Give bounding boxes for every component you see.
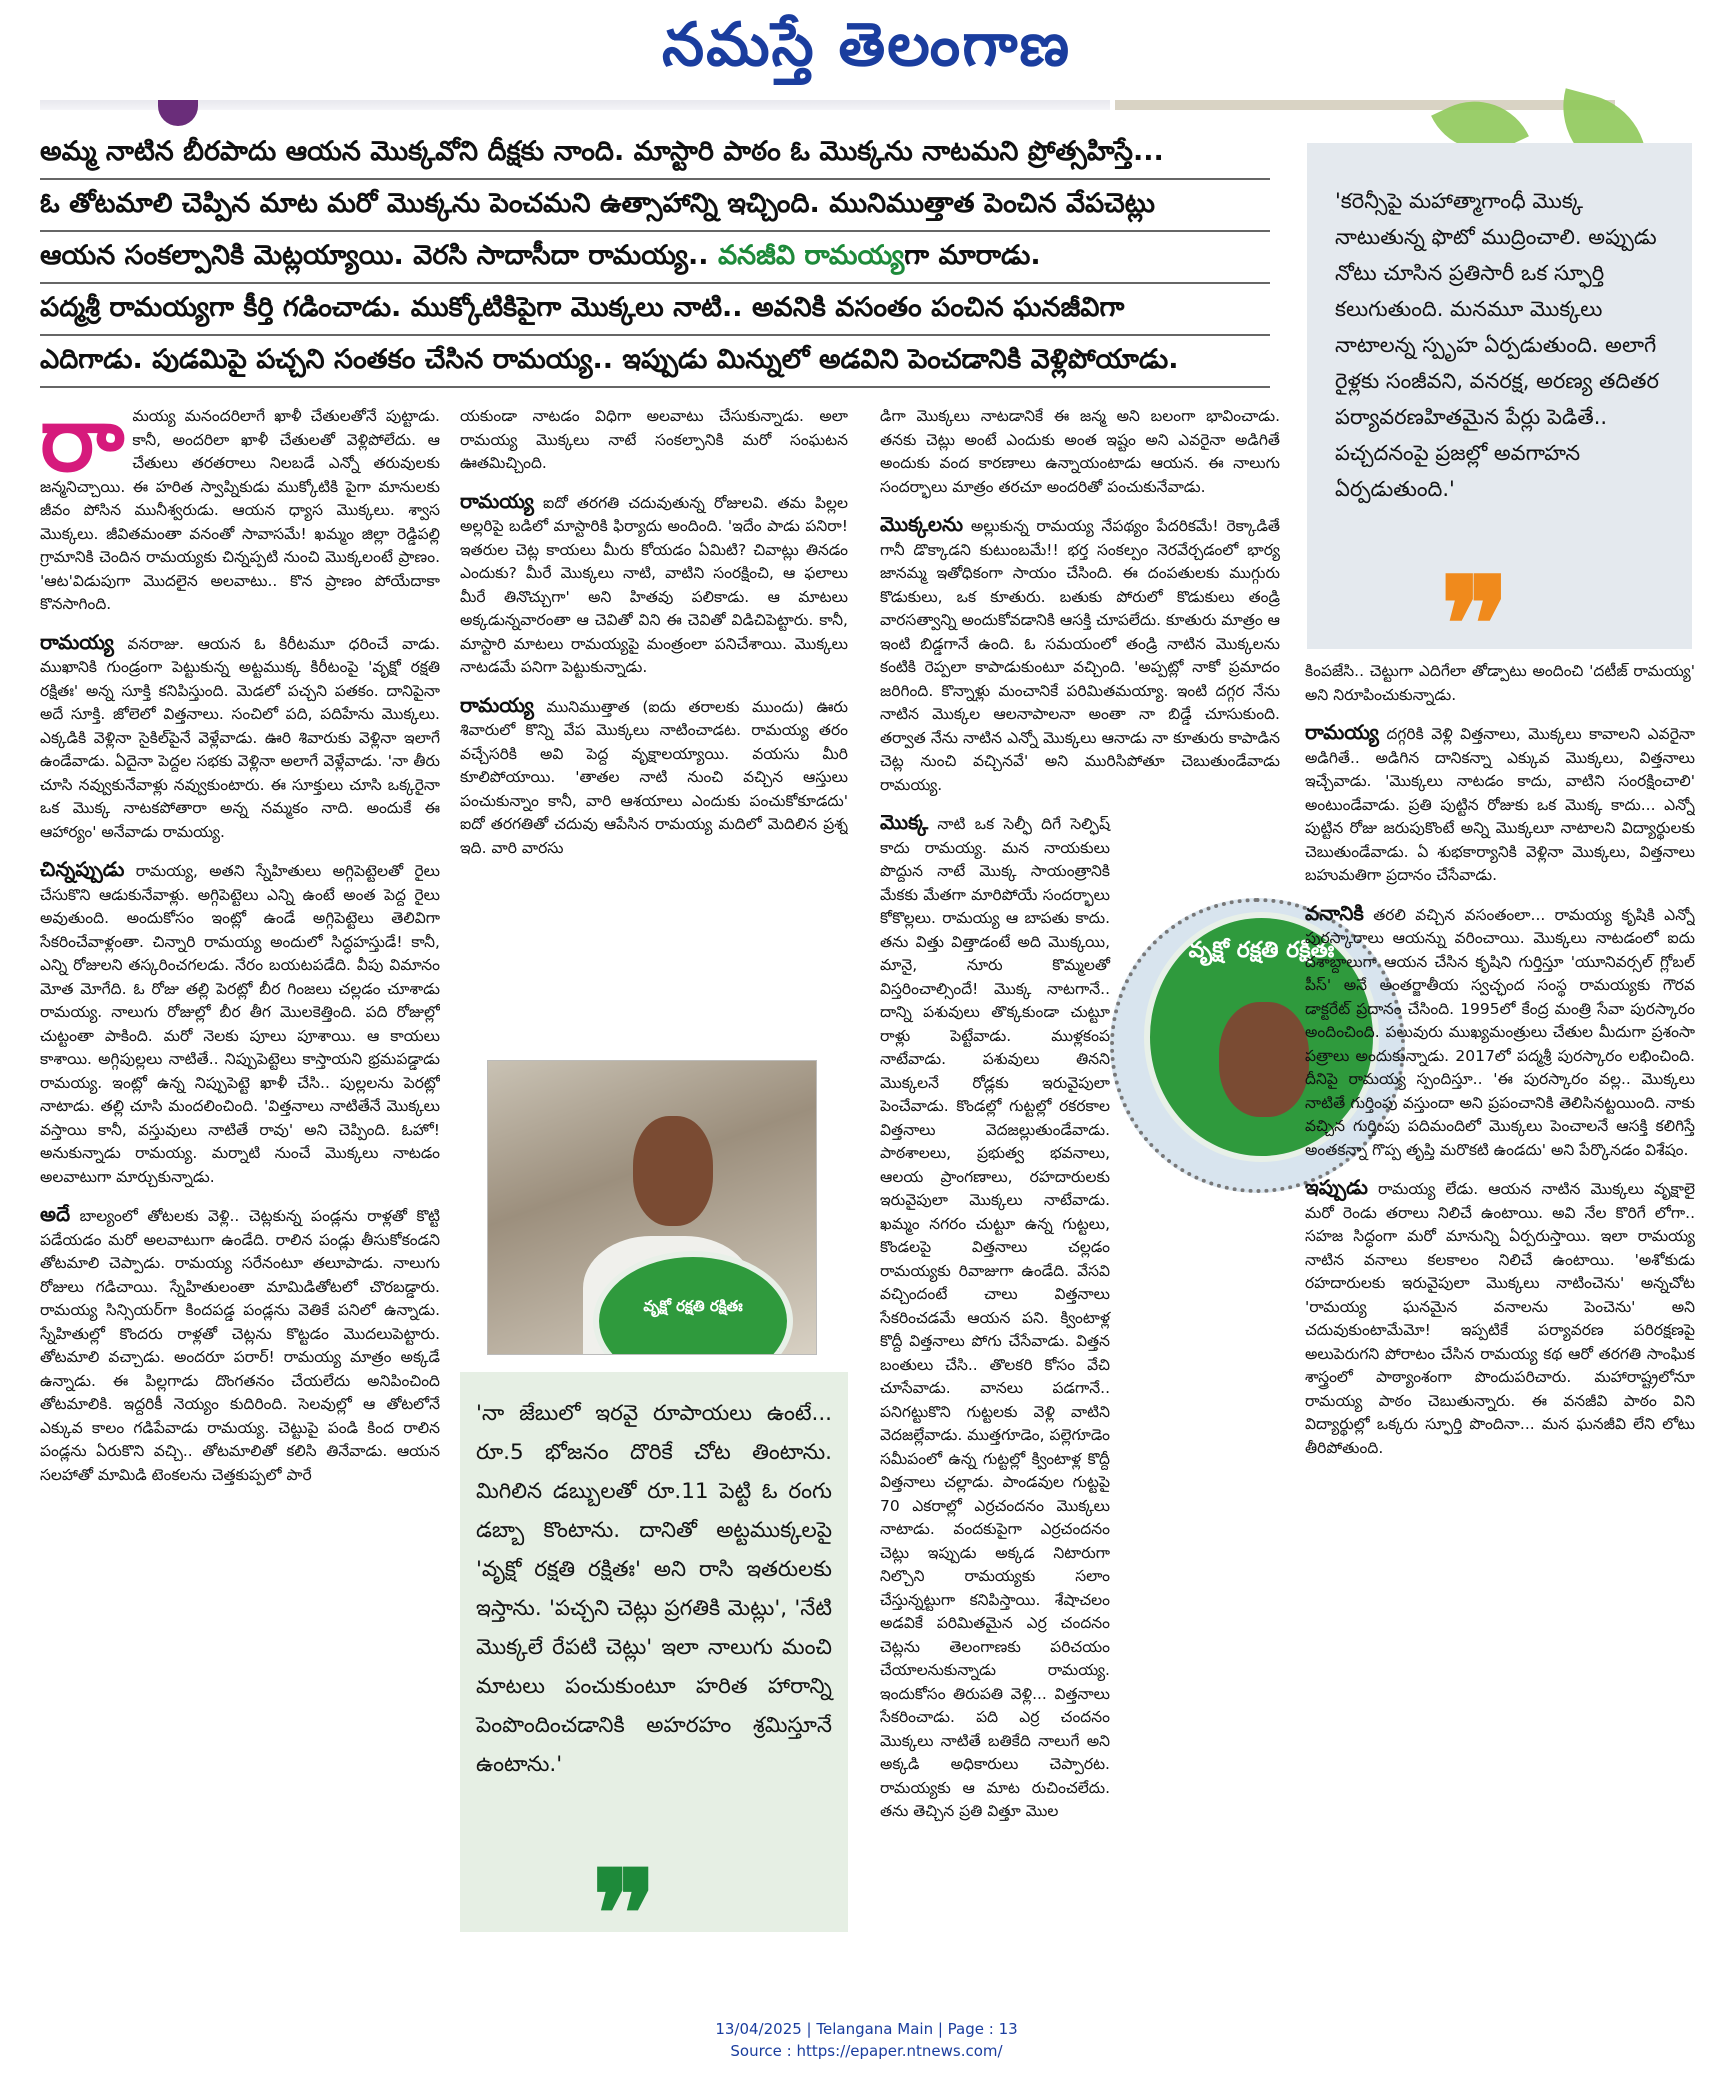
paragraph: ఇప్పుడు రామయ్య లేడు. ఆయన నాటిన మొక్కలు వృక్షాలై మరో రెండు తరాలు నిలిచే ఉంటాయి. అవి నేల కొరిగే లోగా.. సహజ సిద్ధంగా మరో మానున్ని ఏర్పరుస్తాయి. ఇలా రామయ్య నాటిన వనాలు కలకాలం నిలిచే ఉంటాయి. 'అశోకుడు రహదారులకు ఇరువైపులా మొక్కలు నాటించెను' అన్నచోట 'రామయ్య ఘనమైన వనాలను పెంచెను' అని చదువుకుంటామేమో! ఇప్పటికే పర్యావరణ పరిరక్షణపై అలుపెరుగని పోరాటం చేసిన రామయ్య కథ ఆరో తరగతి సాంఘిక శాస్త్రంలో పాఠ్యాంశంగా పొందుపరిచారు. మహారాష్ట్రలోనూ రామయ్య పాఠం చెబుతున్నారు. ఈ వనజీవి పాఠం విని విద్యార్థుల్లో ఒక్కరు స్ఫూర్తి పొందినా... మన ఘనజీవి లేని లోటు తీరిపోతుంది.	[1305, 1175, 1695, 1457]
footer-source-line: Source : https://epaper.ntnews.com/	[730, 2042, 1003, 2060]
top-rule	[40, 100, 1110, 110]
ramaiah-photo	[487, 1060, 817, 1355]
paragraph: వనానికి తరలి వచ్చిన వసంతంలా... రామయ్య కృషికి ఎన్నో పురస్కారాలు ఆయన్ను వరించాయి. మొక్కలు నాటడంలో ఐదు దశాబ్దాలుగా ఆయన చేసిన కృషిని గుర్తిస్తూ 'యూనివర్సల్ గ్లోబల్ పీస్' అనే అంతర్జాతీయ స్వచ్ఛంద సంస్థ రామయ్యకు గౌరవ డాక్టరేట్ ప్రదానం చేసింది. 1995లో కేంద్ర మంత్రి సేవా పురస్కారం అందించింది. పలువురు ముఖ్యమంత్రులు చేతుల మీదుగా ప్రశంసా పత్రాలు అందుకున్నాడు. 2017లో పద్మశ్రీ పురస్కారం లభించింది. దీనిపై రామయ్య స్పందిస్తూ.. 'ఈ పురస్కారం వల్ల.. మొక్కలు నాటితే గుర్తింపు వస్తుందా అని ప్రపంచానికి తెలిసినట్టయింది. నాకు వచ్చిన గుర్తింపు పదిమందిలో మొక్కలు పెంచాలనే ఆసక్తి కలిగిస్తే అంతకన్నా గొప్ప తృప్తి మరొకటి ఉండదు' అని పేర్కొనడం విశేషం.	[1305, 900, 1695, 1159]
masthead-title: నమస్తే తెలంగాణ	[661, 10, 1072, 80]
top-rule-right	[1115, 100, 1615, 110]
paragraph: కింపజేసి.. చెట్టుగా ఎదిగేలా తోడ్పాటు అందించి 'దటీజ్ రామయ్య' అని నిరూపించుకున్నాడు.	[1305, 662, 1695, 704]
pull-quote-text: 'కరెన్సీపై మహాత్మాగాంధీ మొక్క నాటుతున్న ఫొటో ముద్రించాలి. అప్పుడు నోటు చూసిన ప్రతిసారీ ఒక స్ఫూర్తి కలుగుతుంది. మనమూ మొక్కలు నాటాలన్న స్పృహ ఏర్పడుతుంది. అలాగే రైళ్లకు సంజీవని, వనరక్ష, అరణ్య తదితర పర్యావరణహితమైన పేర్లు పెడితే.. పచ్చదనంపై ప్రజల్లో అవగాహన ఏర్పడుతుంది.'	[1335, 189, 1659, 501]
paragraph: మొక్క నాటి ఒక సెల్ఫీ దిగే సెల్ఫిష్ కాదు రామయ్య. మన నాయకులు పొద్దున నాటే మొక్క సాయంత్రానికి మేకకు మేతగా మారిపోయే సందర్భాలు కోకొల్లలు. రామయ్య ఆ బాపతు కాదు. తను విత్తు విత్తాడంటే అది మొక్కయి, మానై, నూరు కొమ్మలతో విస్తరించాల్సిందే! మొక్క నాటగానే.. దాన్ని పశువులు తొక్కకుండా చుట్టూ రాళ్లు పెట్టేవాడు. ముళ్లకంప నాటేవాడు. పశువులు తినని మొక్కలనే రోడ్లకు ఇరువైపులా పెంచేవాడు. కొండల్లో గుట్టల్లో రకరకాల విత్తనాలు వెదజల్లుతుండేవాడు. పాఠశాలలు, ప్రభుత్వ భవనాలు, ఆలయ ప్రాంగణాలు, రహదారులకు ఇరువైపులా మొక్కలు నాటేవాడు. ఖమ్మం నగరం చుట్టూ ఉన్న గుట్టలు, కొండలపై విత్తనాలు చల్లడం రామయ్యకు రివాజుగా ఉండేది. వేసవి వచ్చిందంటే చాలు విత్తనాలు సేకరించడమే ఆయన పని. క్వింటాళ్ల కొద్దీ విత్తనాలు పోగు చేసేవాడు. విత్తన బంతులు చేసి.. తొలకరి కోసం వేచి చూసేవాడు. వానలు పడగానే.. పనిగట్టుకొని గుట్టలకు వెళ్లి వాటిని వెదజల్లేవాడు. ముత్తగూడెం, పల్లెగూడెం సమీపంలో ఉన్న గుట్టల్లో క్వింటాళ్ల కొద్దీ విత్తనాలు చల్లాడు. పాండవుల గుట్టపై 70 ఎకరాల్లో ఎర్రచందనం మొక్కలు నాటాడు. వందకుపైగా ఎర్రచందనం చెట్లు ఇప్పుడు అక్కడ నిటారుగా నిల్చొని రామయ్యకు సలాం చేస్తున్నట్టుగా కనిపిస్తాయి. శేషాచలం అడవికే పరిమితమైన ఎర్ర చందనం చెట్లను తెలంగాణకు పరిచయం చేయాలనుకున్నాడు రామయ్య. ఇందుకోసం తిరుపతి వెళ్లి... విత్తనాలు సేకరించాడు. పది ఎర్ర చందనం మొక్కలు నాటితే బతికేది నాలుగే అని అక్కడి అధికారులు చెప్పారట. రామయ్యకు ఆ మాట రుచించలేదు. తను తెచ్చిన ప్రతి విత్తూ మొల	[880, 810, 1110, 1820]
quote-mark-icon: ❞	[1440, 548, 1510, 701]
green-quote-text: 'నా జేబులో ఇరవై రూపాయలు ఉంటే... రూ.5 భోజనం దొరికే చోట తింటాను. మిగిలిన డబ్బులతో రూ.11 పెట్టి ఓ రంగు డబ్బా కొంటాను. దానితో అట్టముక్కలపై 'వృక్షో రక్షతి రక్షితః' అని రాసి ఇతరులకు ఇస్తాను. 'పచ్చని చెట్లు ప్రగతికి మెట్లు', 'నేటి మొక్కలే రేపటి చెట్లు' ఇలా నాలుగు మంచి మాటలు పంచుకుంటూ హరిత హారాన్ని పెంపొందించడానికి అహరహం శ్రమిస్తూనే ఉంటాను.'	[476, 1401, 832, 1777]
intro-line: ఎదిగాడు. పుడమిపై పచ్చని సంతకం చేసిన రామయ్య.. ఇప్పుడు మిన్నులో అడవిని పెంచడానికి వెళ్లిపోయాడు.	[40, 336, 1270, 388]
crown-badge: వృక్షో రక్షతి రక్షితః	[1144, 912, 1379, 1162]
intro-block	[40, 128, 1270, 388]
crown-badge: వృక్షో రక్షతి రక్షితః	[593, 1251, 793, 1355]
paragraph: డిగా మొక్కలు నాటడానికే ఈ జన్మ అని బలంగా భావించాడు. తనకు చెట్లు అంటే ఎందుకు అంత ఇష్టం అని ఎవరైనా అడిగితే అందుకు వంద కారణాలు ఉన్నాయంటాడు ఆయన. ఈ నాలుగు సందర్భాలు మాత్రం తరచూ అందరితో పంచుకునేవాడు.	[880, 407, 1280, 496]
masthead	[0, 0, 1733, 100]
article-column-2	[460, 405, 848, 1030]
article-column-1	[40, 405, 440, 1930]
paragraph: అదే బాల్యంలో తోటలకు వెళ్లి.. చెట్లకున్న పండ్లను రాళ్లతో కొట్టి పడేయడం మరో అలవాటుగా ఉండేది. రాలిన పండ్లు తీసుకోకండని తోటమాలి చెప్పాడు. రామయ్య సరేనంటూ తలూపాడు. నాలుగు రోజులు గడిచాయి. స్నేహితులంతా మామిడితోటలో చొరబడ్డారు. రామయ్య సిన్సియర్‌గా కిందపడ్డ పండ్లను వెతికే పనిలో ఉన్నాడు. స్నేహితుల్లో కొందరు రాళ్లతో చెట్లను కొట్టడం మొదలుపెట్టారు. తోటమాలి వచ్చాడు. అందరూ పరార్! రామయ్య మాత్రం అక్కడే ఉన్నాడు. ఈ పిల్లగాడు దొంగతనం చేయలేదు అనిపించింది తోటమాలికి. ఇద్దరికీ నెయ్యం కుదిరింది. సెలవుల్లో ఆ తోటలోనే ఎక్కువ కాలం గడిపేవాడు రామయ్య. చెట్టుపై పండి కింద రాలిన పండ్లను ఏరుకొని వచ్చి.. తోటమాలితో కలిసి తినేవాడు. ఆయన సలహాతో మామిడి టెంకలను చెత్తకుప్పలో పారే	[40, 1202, 440, 1484]
purple-decoration	[158, 100, 198, 126]
intro-line: పద్మశ్రీ రామయ్యగా కీర్తి గడించాడు. ముక్కోటికిపైగా మొక్కలు నాటి.. అవనికి వసంతం పంచిన ఘనజీవిగా	[40, 284, 1270, 336]
paragraph: రామయ్య వనరాజు. ఆయన ఓ కిరీటమూ ధరించే వాడు. ముఖానికి గుండ్రంగా పెట్టుకున్న అట్టముక్క కిరీటంపై 'వృక్షో రక్షతి రక్షితః' అన్న సూక్తి కనిపిస్తుంది. మెడలో పచ్చని పతకం. దానిపైనా అదే సూక్తి. జోలెలో విత్తనాలు. సంచిలో పది, పదిహేను మొక్కలు. ఎక్కడికి వెళ్లినా సైకిల్‌పైనే వెళ్లేవాడు. ఊరి శివారుకు వెళ్లినా ఇలాగే ఉండేవాడు. ఏదైనా పెద్దల సభకు వెళ్లినా అలాగే వెళ్లేవాడు. 'నా తీరు చూసి నవ్వుకునేవాళ్లు నవ్వుకుంటారు. ఈ సూక్తులు చూసి ఒక్కరైనా ఒక మొక్క నాటకపోతారా అన్న నమ్మకం నాది. అందుకే ఈ ఆహార్యం' అనేవాడు రామయ్య.	[40, 629, 440, 841]
paragraph: రామయ్య మునిముత్తాత (ఐదు తరాలకు ముందు) ఊరు శివారులో కొన్ని వేప మొక్కలు నాటించాడట. రామయ్య తరం వచ్చేసరికి అవి పెద్ద వృక్షాలయ్యాయి. వయసు మీరి కూలిపోయాయి. 'తాతల నాటి నుంచి వచ్చిన ఆస్తులు పంచుకున్నాం కానీ, వారి ఆశయాలు ఎందుకు పంచుకోకూడదు' ఐదో తరగతితో చదువు ఆపేసిన రామయ్య మదిలో మెదిలిన ప్రశ్న ఇది. వారి వారసు	[460, 692, 848, 857]
paragraph: రామయ్య ఐదో తరగతి చదువుతున్న రోజులవి. తమ పిల్లల అల్లరిపై బడిలో మాస్టారికి ఫిర్యాదు అందింది. 'ఇదేం పాడు పనిరా! ఇతరుల చెట్ల కాయలు మీరు కోయడం ఏమిటి? చివాట్లు తినడం ఎందుకు? మీరే మొక్కలు నాటి, వాటిని సంరక్షించి, ఆ ఫలాలు మీరే తినొచ్చుగా' అని హితవు పలికాడు. ఆ మాటలు అక్కడున్నవారంతా ఆ చెవితో విని ఈ చెవితో విడిచిపెట్టారు. కానీ, మాస్టారి మాటలు రామయ్యపై మంత్రంలా పనిచేశాయి. మొక్కలు నాటడమే పనిగా పెట్టుకున్నాడు.	[460, 488, 848, 676]
drop-cap: రా	[40, 405, 125, 492]
page-footer	[0, 2018, 1733, 2062]
intro-line: ఓ తోటమాలి చెప్పిన మాట మరో మొక్కను పెంచమని ఉత్సాహాన్ని ఇచ్చింది. మునిముత్తాత పెంచిన వేపచెట్లు	[40, 180, 1270, 232]
quote-mark-icon: ❞	[592, 1844, 657, 1985]
article-column-4	[1305, 660, 1695, 1930]
paragraph: చిన్నప్పుడు రామయ్య, అతని స్నేహితులు అగ్గిపెట్టెలతో రైలు చేసుకొని ఆడుకునేవాళ్లు. అగ్గిపెట్టెలు ఎన్ని ఉంటే అంత పెద్ద రైలు అవుతుంది. అందుకోసం ఇంట్లో ఉండే అగ్గిపెట్టెలు తెలివిగా సేకరించేవాళ్లంతా. చిన్నారి రామయ్య అందులో సిద్ధహస్తుడే! కానీ, ఎన్ని రోజులని తస్కరించగలడు. నేరం బయటపడేది. వీపు విమానం మోత మోగేది. ఓ రోజు తల్లి పెరట్లో బీర గింజలు చల్లడం చూశాడు రామయ్య. నాలుగు రోజుల్లో బీర తీగ మొలకెత్తింది. పది రోజుల్లో చుట్టంతా పాకింది. మరో నెలకు పూలు పూశాయి. ఆ కాయలు కాశాయి. అగ్గిపుల్లలు నాటితే.. నిప్పుపెట్టెలు కాస్తాయని భ్రమపడ్డాడు రామయ్య. ఇంట్లో ఉన్న నిప్పుపెట్టె ఖాళీ చేసి.. పుల్లలను పెరట్లో నాటాడు. తల్లి చూసి మందలించింది. 'విత్తనాలు నాటితేనే మొక్కలు వస్తాయి కానీ, వస్తువులు నాటితే రావు' అని చెప్పింది. ఓహో! అనుకున్నాడు రామయ్య. మర్నాటి నుంచే మొక్కలు నాటడం అలవాటుగా మార్చుకున్నాడు.	[40, 857, 440, 1186]
intro-line: ఆయన సంకల్పానికి మెట్లయ్యాయి. వెరసి సాదాసీదా రామయ్య.. వనజీవి రామయ్యగా మారాడు.	[40, 232, 1270, 284]
paragraph: యకుండా నాటడం విధిగా అలవాటు చేసుకున్నాడు. అలా రామయ్య మొక్కలు నాటే సంకల్పానికి మరో సంఘటన ఊతమిచ్చింది.	[460, 407, 848, 472]
footer-date-line: 13/04/2025 | Telangana Main | Page : 13	[715, 2020, 1018, 2038]
intro-line: అమ్మ నాటిన బీరపాదు ఆయన మొక్కవోని దీక్షకు నాంది. మాస్టారి పాఠం ఓ మొక్కను నాటమని ప్రోత్సహిస్తే...	[40, 128, 1270, 180]
intro-highlight: వనజీవి రామయ్య	[717, 240, 905, 271]
paragraph: రామయ్య దగ్గరికి వెళ్లి విత్తనాలు, మొక్కలు కావాలని ఎవరైనా అడిగితే.. అడిగిన దానికన్నా ఎక్కువ మొక్కలు, విత్తనాలు ఇచ్చేవాడు. 'మొక్కలు నాటడం కాదు, వాటిని సంరక్షించాలి' అంటుండేవాడు. ప్రతి పుట్టిన రోజుకు ఒక మొక్క కాదు... ఎన్నో పుట్టిన రోజు జరుపుకొంటే అన్ని మొక్కలూ నాటాలని విద్యార్థులకు చెబుతుండేవాడు. ఏ శుభకార్యానికి వెళ్లినా మొక్కలు, విత్తనాలు బహుమతిగా ప్రదానం చేసేవాడు.	[1305, 720, 1695, 884]
paragraph: రామయ్య మనందరిలాగే ఖాళీ చేతులతోనే పుట్టాడు. కానీ, అందరిలా ఖాళీ చేతులతో వెళ్లిపోలేదు. ఆ చేతులు తరతరాలు నిలబడే ఎన్నో తరువులకు జన్మనిచ్చాయి. ఈ హరిత స్వాప్నికుడు ముక్కోటికి పైగా మానులకు జీవం పోసిన మునీశ్వరుడు. ఆయన ధ్యాస మొక్కలు. శ్వాస మొక్కలు. జీవితమంతా వనంతో సావాసమే! ఖమ్మం జిల్లా రెడ్డిపల్లి గ్రామానికి చెందిన రామయ్యకు చిన్నప్పటి నుంచి మొక్కలంటే ప్రాణం. 'ఆట'విడుపుగా మొదలైన అలవాటు.. కొన ప్రాణం పోయేదాకా కొనసాగింది.	[40, 405, 440, 613]
paragraph: మొక్కలను అల్లుకున్న రామయ్య నేపథ్యం పేదరికమే! రెక్కాడితే గానీ డొక్కాడని కుటుంబమే!! భర్త సంకల్పం నెరవేర్చడంలో భార్య జానమ్మ ఇతోధికంగా సాయం చేసింది. ఈ దంపతులకు ముగ్గురు కొడుకులు, ఒక కూతురు. బతుకు పోరులో కొడుకులు తండ్రి వారసత్వాన్ని అందుకోవడానికి ఆసక్తి చూపలేదు. కూతురు మాత్రం ఆ ఇంటి బిడ్డగానే ఉంది. ఓ సమయంలో తండ్రి నాటిన మొక్కలను కంటికి రెప్పలా కాపాడుకుంటూ వచ్చింది. 'అప్పట్లో నాకో ప్రమాదం జరిగింది. కొన్నాళ్లు మంచానికే పరిమితమయ్యా. ఇంటి దగ్గర నేను నాటిన మొక్కల ఆలనాపాలనా అంతా నా బిడ్డే చూసుకుంది. తర్వాత నేను నాటిన ఎన్నో మొక్కలు ఆనాడు నా కూతురు కాపాడిన చెట్ల నుంచి వచ్చినవే' అని మురిసిపోతూ చెబుతుండేవాడు రామయ్య.	[880, 512, 1280, 794]
